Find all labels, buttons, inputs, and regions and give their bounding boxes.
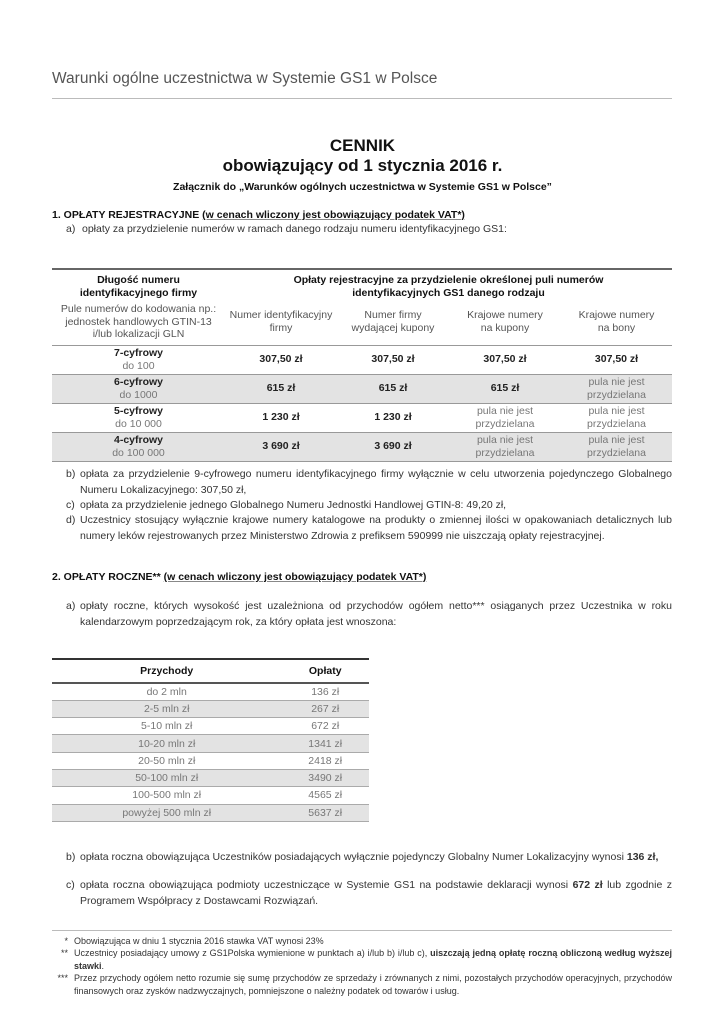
registration-fees-table	[52, 268, 672, 462]
table-row	[52, 374, 672, 403]
item-text: opłaty roczne, których wysokość jest uzależniona od przychodów ogółem netto*** osiąganych przez Uczestnika w roku kalendarzowym poprzedzającym rok, za który opłata jest wnoszona:	[80, 600, 672, 628]
fee-cell: 307,50 zł	[561, 345, 672, 374]
table-row	[52, 735, 369, 752]
revenue-cell: do 2 mln	[52, 683, 281, 700]
col-head: Numer identyfikacyjny firmy	[229, 309, 333, 334]
footnote-1	[52, 935, 672, 948]
section-2-item-c	[66, 878, 672, 909]
footnote-bold: uiszczają jedną opłatę roczną obliczoną według wyższej stawki	[74, 948, 672, 971]
pool-size: do 10 000	[115, 417, 162, 430]
revenue-cell: 100-500 mln zł	[52, 787, 281, 804]
fee-cell: 1341 zł	[281, 735, 369, 752]
fee-cell: pula nie jest przydzielana	[449, 403, 561, 432]
footnote-mark: *	[64, 936, 68, 946]
digit-length: 7-cyfrowy	[113, 347, 164, 359]
item-label: a)	[66, 223, 76, 235]
section-2-item-b	[66, 850, 672, 866]
fee-cell: 5637 zł	[281, 804, 369, 821]
col-head: Numer firmy wydającej kupony	[351, 309, 435, 334]
fee-cell: 307,50 zł	[225, 345, 337, 374]
section-1-item-b	[66, 467, 672, 498]
row-label	[52, 374, 225, 403]
footnote-text: Obowiązująca w dniu 1 stycznia 2016 stawka VAT wynosi 23%	[74, 936, 324, 946]
fee-cell: pula nie jest przydzielana	[561, 374, 672, 403]
table-row	[52, 769, 369, 786]
fee-cell: 307,50 zł	[337, 345, 449, 374]
revenue-cell: 20-50 mln zł	[52, 752, 281, 769]
digit-length: 5-cyfrowy	[113, 405, 164, 417]
col-head-revenue: Przychody	[52, 659, 281, 683]
fee-cell: pula nie jest przydzielana	[449, 432, 561, 461]
fee-cell: 615 zł	[337, 374, 449, 403]
item-text: Uczestnicy stosujący wyłącznie krajowe numery katalogowe na produkty o zmiennej ilości w opakowaniach detalicznych lub numery leków rejestrowanych przez Ministerstwo Zdrowia z prefiksem 590999 nie uiszczają opłaty rejestracyjnej.	[80, 514, 672, 542]
table-row	[52, 403, 672, 432]
fee-cell: 2418 zł	[281, 752, 369, 769]
fee-cell: 1 230 zł	[337, 403, 449, 432]
item-text: opłaty za przydzielenie numerów w ramach danego rodzaju numeru identyfikacyjnego GS1:	[82, 223, 507, 235]
fee-cell: 3490 zł	[281, 769, 369, 786]
fee-cell: 136 zł	[281, 683, 369, 700]
col-head: Krajowe numery na bony	[578, 309, 655, 334]
fee-cell: 1 230 zł	[225, 403, 337, 432]
footnote-3	[52, 972, 672, 997]
item-text: opłata za przydzielenie 9-cyfrowego numeru identyfikacyjnego firmy wyłącznie w celu utworzenia pojedynczego Globalnego Numeru Lokalizacyjnego: 307,50 zł,	[80, 468, 672, 496]
fee-cell: 615 zł	[225, 374, 337, 403]
revenue-cell: 10-20 mln zł	[52, 735, 281, 752]
section-1-heading	[52, 209, 465, 221]
row-label	[52, 403, 225, 432]
header-divider	[52, 98, 672, 99]
section-1-item-d	[66, 513, 672, 544]
item-text: lub zgodnie z Programem Współpracy z Dostawcami Rozwiązań.	[80, 879, 672, 907]
col-sub-pools: Pule numerów do kodowania np.: jednostek handlowych GTIN-13 i/lub lokalizacji GLN	[60, 303, 217, 340]
section-2-vat-note: (w cenach wliczony jest obowiązujący podatek VAT*)	[163, 571, 427, 583]
table-row	[52, 432, 672, 461]
table-row	[52, 752, 369, 769]
revenue-cell: powyżej 500 mln zł	[52, 804, 281, 821]
section-1-vat-note: (w cenach wliczony jest obowiązujący podatek VAT*)	[202, 209, 465, 221]
item-label: b)	[66, 851, 76, 863]
pool-size: do 100 000	[112, 446, 165, 459]
section-2-title: 2. OPŁATY ROCZNE**	[52, 571, 164, 583]
revenue-cell: 5-10 mln zł	[52, 718, 281, 735]
fee-cell: pula nie jest przydzielana	[561, 403, 672, 432]
revenue-cell: 50-100 mln zł	[52, 769, 281, 786]
footnote-mark: **	[60, 948, 68, 958]
item-label: a)	[66, 600, 76, 612]
table-row	[52, 787, 369, 804]
annual-fees-table	[52, 658, 369, 822]
page-title-date: obowiązujący od 1 stycznia 2016 r.	[222, 156, 503, 175]
item-amount: 136 zł,	[626, 851, 659, 863]
fee-cell: 4565 zł	[281, 787, 369, 804]
table-row	[52, 804, 369, 821]
footnote-text: Przez przychody ogółem netto rozumie się sumę przychodów ze sprzedaży i zrównanych z nimi, pozostałych przychodów operacyjnych, przychodów finansowych oraz zysków nadzwyczajnych, pomniejszone o należny podatek od towarów i usług.	[74, 973, 672, 996]
fee-cell: 672 zł	[281, 718, 369, 735]
col-head-fees: Opłaty	[281, 659, 369, 683]
item-text: opłata roczna obowiązująca Uczestników posiadających wyłącznie pojedynczy Globalny Numer Lokalizacyjny wynosi	[80, 851, 627, 863]
col-group-head: Opłaty rejestracyjne za przydzielenie określonej puli numerów identyfikacyjnych GS1 danego rodzaju	[293, 274, 604, 299]
fee-cell: 615 zł	[449, 374, 561, 403]
pool-size: do 100	[122, 359, 155, 372]
footnote-mark: ***	[57, 973, 68, 983]
table-row	[52, 718, 369, 735]
table-row	[52, 683, 369, 700]
footnote-text: Uczestnicy posiadający umowy z GS1Polska wymienione w punktach a) i/lub b) i/lub c),	[74, 948, 431, 958]
item-label: d)	[66, 514, 76, 526]
page-title: CENNIK	[329, 136, 396, 155]
fee-cell: 307,50 zł	[449, 345, 561, 374]
col-head: Krajowe numery na kupony	[467, 309, 543, 334]
item-label: c)	[66, 499, 75, 511]
row-label	[52, 432, 225, 461]
table-row	[52, 700, 369, 717]
digit-length: 6-cyfrowy	[113, 376, 164, 388]
fee-cell: 3 690 zł	[337, 432, 449, 461]
table-row	[52, 345, 672, 374]
fee-cell: pula nie jest przydzielana	[561, 432, 672, 461]
footnote-2	[52, 947, 672, 972]
section-1-item-a	[66, 222, 672, 238]
page-subtitle: Załącznik do „Warunków ogólnych uczestnictwa w Systemie GS1 w Polsce”	[173, 181, 552, 193]
section-2-item-a	[66, 599, 672, 630]
item-amount: 672 zł	[572, 879, 603, 891]
revenue-cell: 2-5 mln zł	[52, 700, 281, 717]
item-label: b)	[66, 468, 76, 480]
col-head-length: Długość numeru identyfikacyjnego firmy	[79, 274, 198, 299]
pool-size: do 1000	[119, 388, 158, 401]
fee-cell: 267 zł	[281, 700, 369, 717]
footnote-text: .	[101, 960, 105, 971]
section-1-item-c	[66, 498, 672, 514]
item-text: opłata za przydzielenie jednego Globalnego Numeru Jednostki Handlowej GTIN-8: 49,20 zł,	[80, 499, 507, 511]
digit-length: 4-cyfrowy	[113, 434, 164, 446]
document-header: Warunki ogólne uczestnictwa w Systemie GS1 w Polsce	[52, 70, 438, 87]
item-label: c)	[66, 879, 75, 891]
section-1-title: 1. OPŁATY REJESTRACYJNE	[52, 209, 203, 221]
footnote-divider	[52, 930, 672, 931]
item-text: opłata roczna obowiązująca podmioty uczestniczące w Systemie GS1 na podstawie deklaracji wynosi	[80, 879, 573, 891]
section-2-heading	[52, 571, 426, 583]
row-label	[52, 345, 225, 374]
fee-cell: 3 690 zł	[225, 432, 337, 461]
